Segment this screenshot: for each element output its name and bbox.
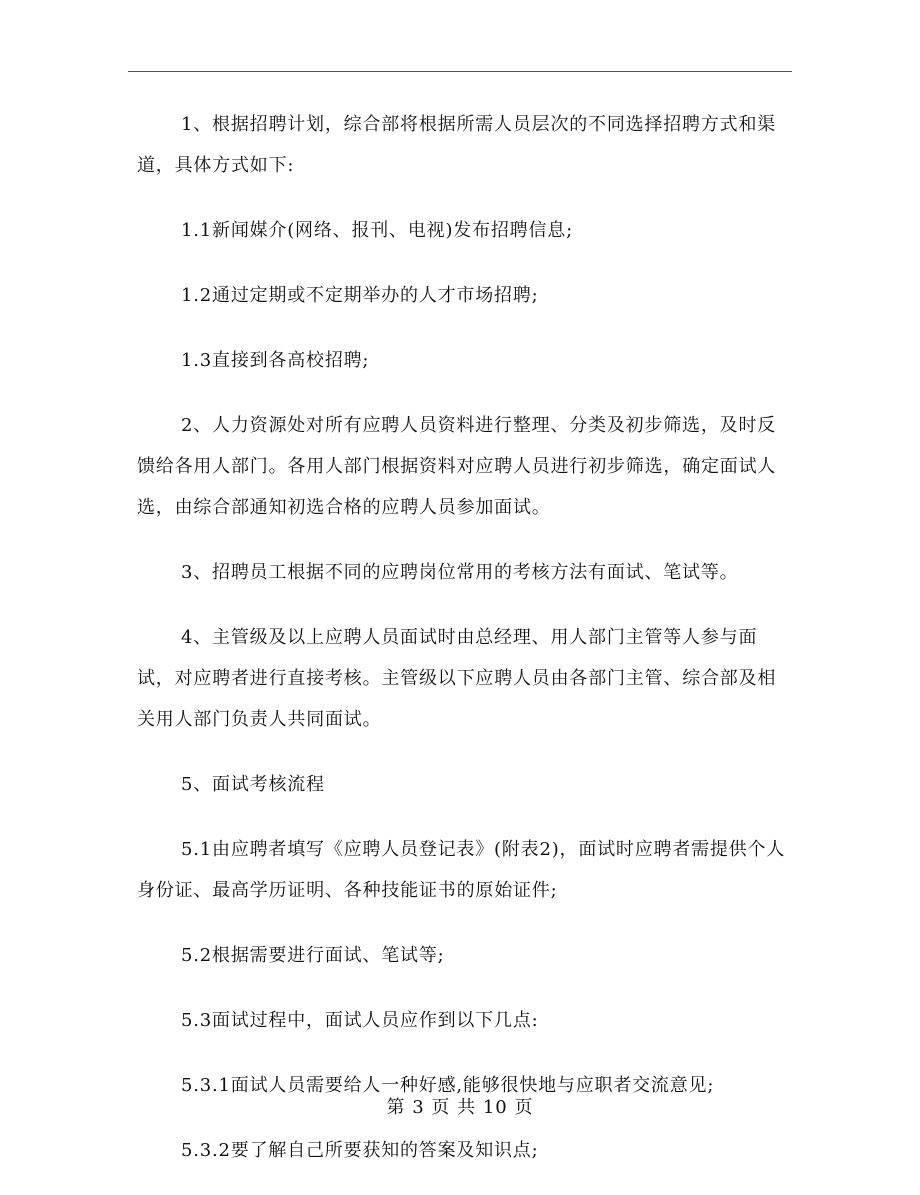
page-number-footer: 第 3 页 共 10 页 [386,1097,534,1118]
paragraph-1-2: 1.2通过定期或不定期举办的人才市场招聘; [181,285,539,306]
paragraph-4: 4、主管级及以上应聘人员面试时由总经理、用人部门主管等人参与面试，对应聘者进行直接考核。主管级以下应聘人员由各部门主管、综合部及相关用人部门负责人共同面试。 [137,627,777,730]
paragraph-5-3: 5.3面试过程中，面试人员应作到以下几点: [181,1010,539,1031]
paragraph-1-1: 1.1新闻媒介(网络、报刊、电视)发布招聘信息; [181,220,573,241]
paragraph-5-1: 5.1由应聘者填写《应聘人员登记表》(附表2)，面试时应聘者需提供个人身份证、最高学历证明、各种技能证书的原始证件; [137,839,786,901]
paragraph-5-3-2: 5.3.2要了解自己所要获知的答案及知识点; [181,1140,539,1161]
document-body [137,104,793,1195]
header-rule [128,71,792,72]
paragraph-5-3-1: 5.3.1面试人员需要给人一种好感,能够很快地与应职者交流意见; [181,1075,715,1096]
paragraph-1: 1、根据招聘计划，综合部将根据所需人员层次的不同选择招聘方式和渠道，具体方式如下: [137,114,777,176]
paragraph-2: 2、人力资源处对所有应聘人员资料进行整理、分类及初步筛选，及时反馈给各用人部门。各用人部门根据资料对应聘人员进行初步筛选，确定面试人选，由综合部通知初选合格的应聘人员参加面试。 [137,415,777,518]
paragraph-1-3: 1.3直接到各高校招聘; [181,350,370,371]
paragraph-5-2: 5.2根据需要进行面试、笔试等; [181,945,445,966]
paragraph-5: 5、面试考核流程 [181,774,325,795]
paragraph-3: 3、招聘员工根据不同的应聘岗位常用的考核方法有面试、笔试等。 [181,562,739,583]
